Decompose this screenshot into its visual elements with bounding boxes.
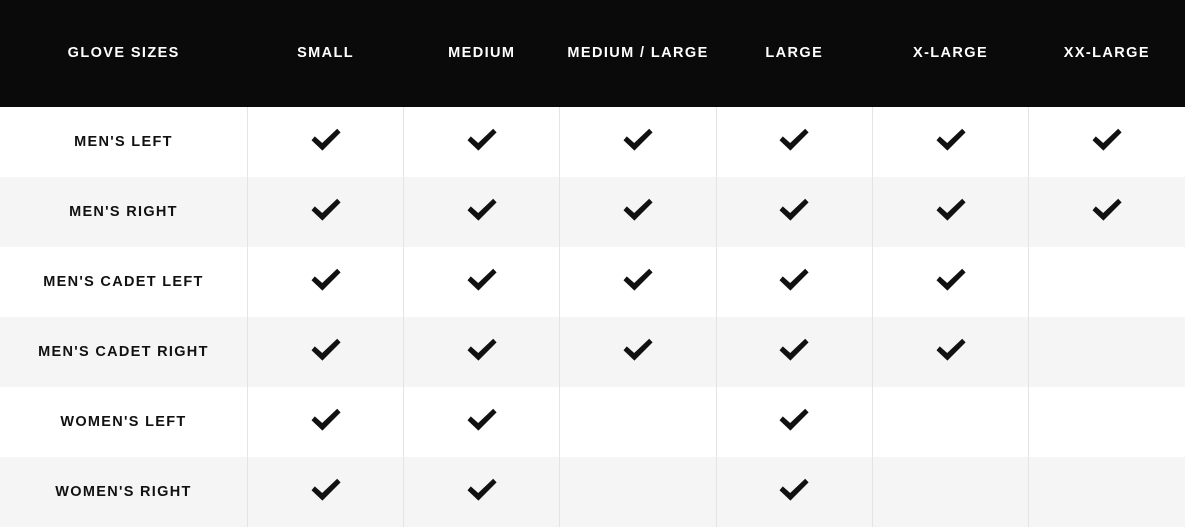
table-row: [0, 247, 1185, 317]
check-icon: [777, 197, 811, 223]
availability-cell: [872, 247, 1028, 317]
availability-cell: [1029, 247, 1185, 317]
availability-cell: [404, 107, 560, 177]
check-icon: [621, 197, 655, 223]
check-icon: [777, 407, 811, 433]
check-icon: [465, 127, 499, 153]
availability-cell: [872, 457, 1028, 527]
check-icon: [309, 477, 343, 503]
check-icon: [934, 267, 968, 293]
check-icon: [465, 407, 499, 433]
availability-cell: [247, 177, 403, 247]
check-icon: [934, 197, 968, 223]
check-icon: [465, 267, 499, 293]
availability-cell: [1029, 317, 1185, 387]
availability-cell: [560, 247, 716, 317]
empty-cell-marker: [934, 407, 968, 433]
check-icon: [465, 197, 499, 223]
table-body: [0, 107, 1185, 527]
empty-cell-marker: [1090, 337, 1124, 363]
availability-cell: [247, 247, 403, 317]
check-icon: [777, 477, 811, 503]
row-label: MEN'S CADET LEFT: [0, 247, 247, 317]
check-icon: [934, 337, 968, 363]
check-icon: [309, 407, 343, 433]
availability-cell: [716, 177, 872, 247]
check-icon: [1090, 197, 1124, 223]
availability-cell: [872, 317, 1028, 387]
column-header-xx-large: XX-LARGE: [1029, 0, 1185, 107]
table-row: [0, 457, 1185, 527]
availability-cell: [247, 107, 403, 177]
availability-cell: [247, 387, 403, 457]
availability-cell: [404, 317, 560, 387]
availability-cell: [872, 177, 1028, 247]
availability-cell: [560, 107, 716, 177]
empty-cell-marker: [621, 407, 655, 433]
availability-cell: [716, 317, 872, 387]
check-icon: [934, 127, 968, 153]
row-label: WOMEN'S RIGHT: [0, 457, 247, 527]
column-header-large: LARGE: [716, 0, 872, 107]
empty-cell-marker: [1090, 267, 1124, 293]
availability-cell: [247, 457, 403, 527]
check-icon: [309, 197, 343, 223]
availability-cell: [560, 317, 716, 387]
column-header-x-large: X-LARGE: [872, 0, 1028, 107]
row-label: MEN'S LEFT: [0, 107, 247, 177]
table-row: [0, 107, 1185, 177]
row-label: WOMEN'S LEFT: [0, 387, 247, 457]
availability-cell: [404, 177, 560, 247]
check-icon: [465, 337, 499, 363]
availability-cell: [560, 457, 716, 527]
availability-cell: [1029, 177, 1185, 247]
availability-cell: [716, 107, 872, 177]
check-icon: [777, 127, 811, 153]
check-icon: [777, 267, 811, 293]
check-icon: [621, 127, 655, 153]
table-row: [0, 317, 1185, 387]
check-icon: [465, 477, 499, 503]
availability-cell: [872, 107, 1028, 177]
header-row: [0, 0, 1185, 107]
column-header-small: SMALL: [247, 0, 403, 107]
availability-cell: [560, 387, 716, 457]
row-label: MEN'S RIGHT: [0, 177, 247, 247]
availability-cell: [1029, 457, 1185, 527]
empty-cell-marker: [621, 477, 655, 503]
empty-cell-marker: [934, 477, 968, 503]
check-icon: [309, 127, 343, 153]
check-icon: [621, 337, 655, 363]
empty-cell-marker: [1090, 477, 1124, 503]
availability-cell: [716, 387, 872, 457]
availability-cell: [872, 387, 1028, 457]
availability-cell: [404, 247, 560, 317]
availability-cell: [716, 247, 872, 317]
check-icon: [621, 267, 655, 293]
table-row: [0, 177, 1185, 247]
check-icon: [777, 337, 811, 363]
check-icon: [309, 337, 343, 363]
availability-cell: [404, 387, 560, 457]
availability-cell: [247, 317, 403, 387]
row-label: MEN'S CADET RIGHT: [0, 317, 247, 387]
empty-cell-marker: [1090, 407, 1124, 433]
availability-cell: [404, 457, 560, 527]
column-header-medium: MEDIUM: [404, 0, 560, 107]
availability-cell: [716, 457, 872, 527]
availability-cell: [1029, 107, 1185, 177]
column-header-medium-large: MEDIUM / LARGE: [560, 0, 716, 107]
check-icon: [309, 267, 343, 293]
availability-cell: [560, 177, 716, 247]
check-icon: [1090, 127, 1124, 153]
table-row: [0, 387, 1185, 457]
corner-header-glove-sizes: GLOVE SIZES: [0, 0, 247, 107]
table-header: [0, 0, 1185, 107]
availability-cell: [1029, 387, 1185, 457]
